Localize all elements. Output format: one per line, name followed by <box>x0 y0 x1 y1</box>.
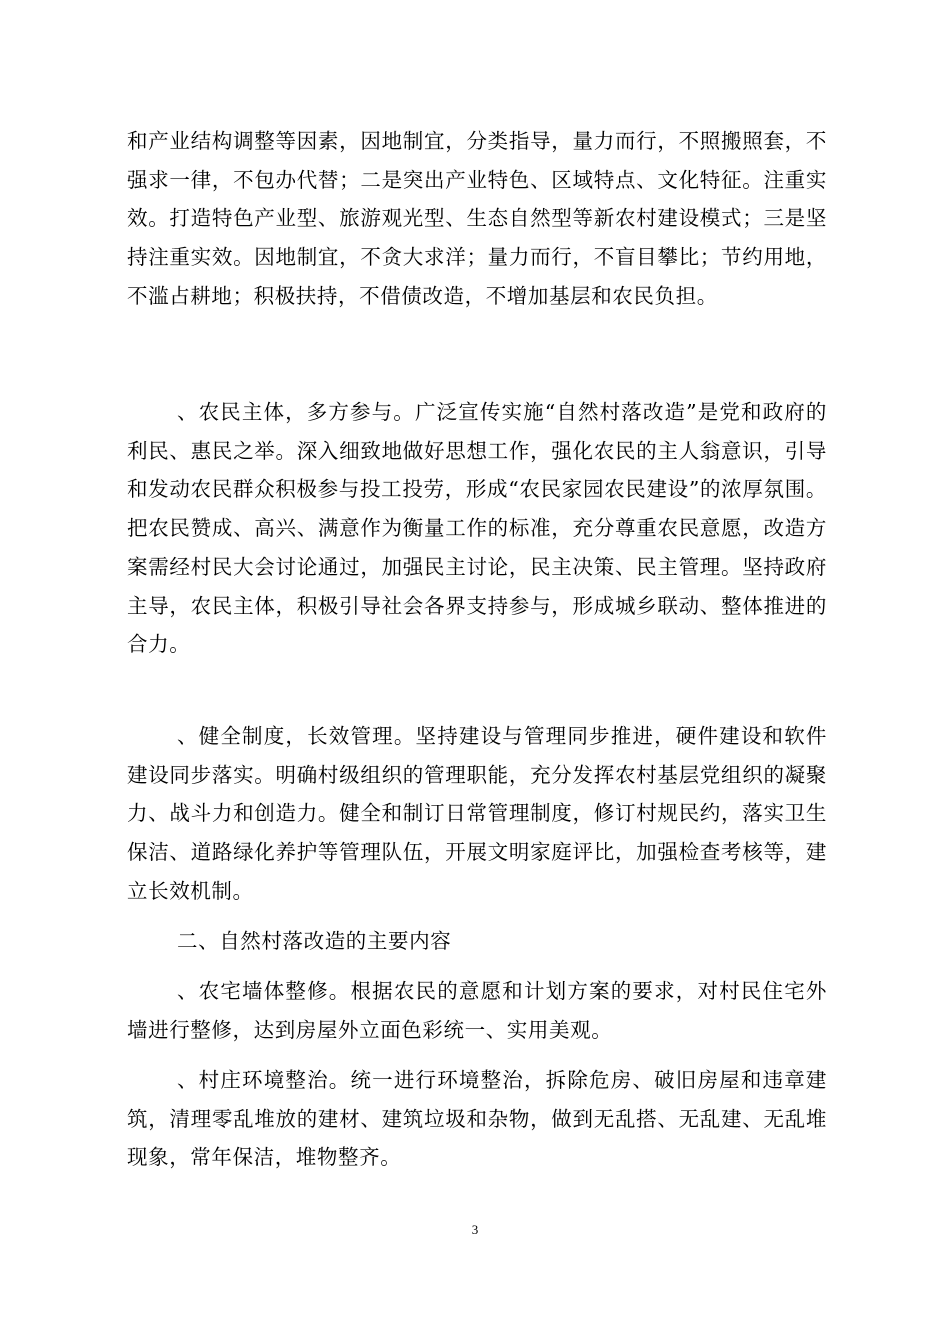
paragraph-wall-renovation: 、农宅墙体整修。根据农民的意愿和计划方案的要求，对村民住宅外墙进行整修，达到房屋外立面色彩统一、实用美观。 <box>127 979 827 1042</box>
paragraph-farmer-participation: 、农民主体，多方参与。广泛宣传实施“自然村落改造”是党和政府的利民、惠民之举。深入细致地做好思想工作，强化农民的主人翁意识，引导和发动农民群众积极参与投工投劳，形成“农民家园农民建设”的浓厚氛围。把农民赞成、高兴、满意作为衡量工作的标准，充分尊重农民意愿，改造方案需经村民大会讨论通过，加强民主讨论，民主决策、民主管理。坚持政府主导，农民主体，积极引导社会各界支持参与，形成城乡联动、整体推进的合力。 <box>127 400 827 657</box>
paragraph-environment-cleanup: 、村庄环境整治。统一进行环境整治，拆除危房、破旧房屋和违章建筑，清理零乱堆放的建材、建筑垃圾和杂物，做到无乱搭、无乱建、无乱堆现象，常年保洁，堆物整齐。 <box>127 1068 827 1170</box>
page-number: 3 <box>471 1222 479 1237</box>
section-heading: 二、自然村落改造的主要内容 <box>177 929 452 953</box>
paragraph-management-system: 、健全制度，长效管理。坚持建设与管理同步推进，硬件建设和软件建设同步落实。明确村级组织的管理职能，充分发挥农村基层党组织的凝聚力、战斗力和创造力。健全和制订日常管理制度，修订村规民约，落实卫生保洁、道路绿化养护等管理队伍，开展文明家庭评比，加强检查考核等，建立长效机制。 <box>127 724 827 903</box>
paragraph-continuation: 和产业结构调整等因素，因地制宜，分类指导，量力而行，不照搬照套，不强求一律，不包办代替；二是突出产业特色、区域特点、文化特征。注重实效。打造特色产业型、旅游观光型、生态自然型等新农村建设模式；三是坚持注重实效。因地制宜，不贪大求洋；量力而行，不盲目攀比；节约用地，不滥占耕地；积极扶持，不借债改造，不增加基层和农民负担。 <box>127 129 827 308</box>
